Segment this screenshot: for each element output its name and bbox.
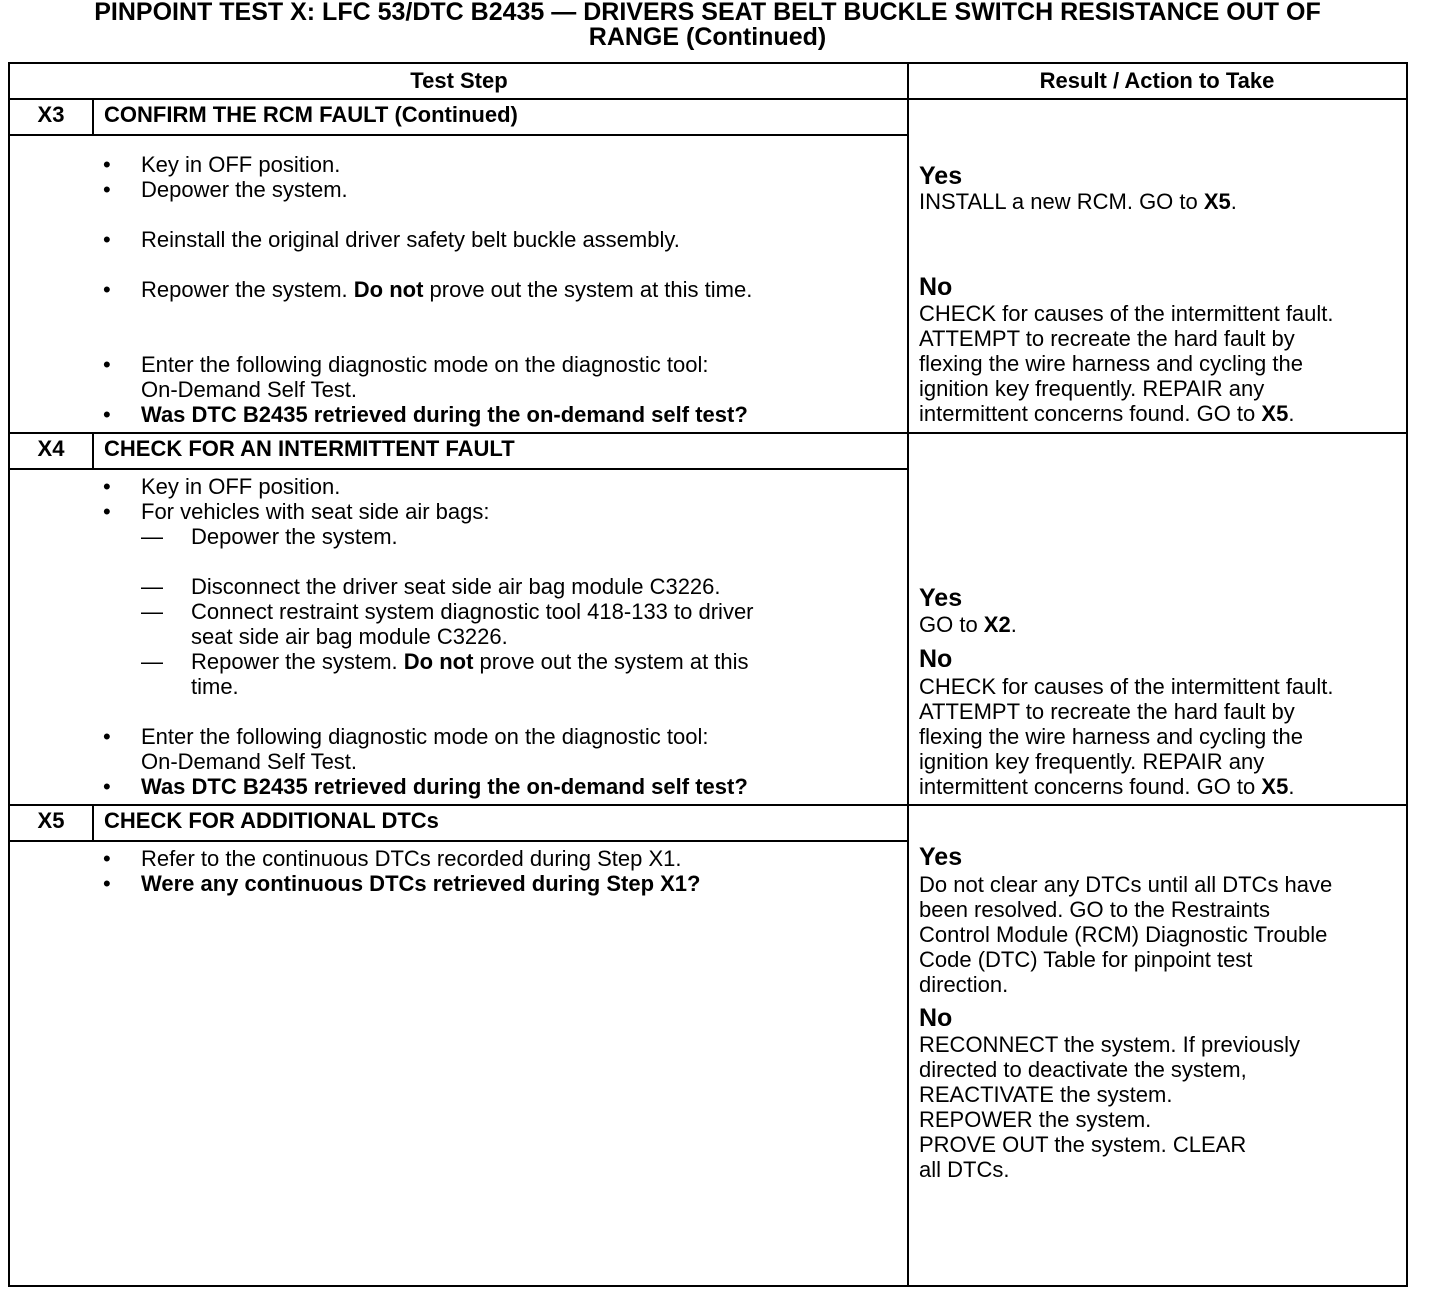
result-action-text — [919, 774, 1294, 799]
text-run: time. — [191, 674, 239, 699]
bullet-marker: • — [103, 724, 111, 749]
text-run: PROVE OUT the system. CLEAR — [919, 1132, 1247, 1157]
bold-text-run: Were any continuous DTCs retrieved during Step X1? — [141, 871, 701, 896]
step-title-divider — [10, 134, 908, 136]
text-run: . — [1288, 401, 1295, 426]
step-instruction — [141, 871, 700, 896]
step-title: CHECK FOR ADDITIONAL DTCs — [104, 808, 439, 833]
result-action-text — [919, 1132, 1246, 1157]
text-run: seat side air bag module C3226. — [191, 624, 508, 649]
column-divider — [907, 64, 909, 1285]
result-yes-heading: Yes — [919, 162, 963, 190]
step-instruction — [141, 499, 490, 524]
result-no-heading: No — [919, 273, 953, 301]
result-action-text — [919, 612, 1017, 637]
text-run: On-Demand Self Test. — [141, 377, 358, 402]
step-id-divider — [92, 98, 94, 134]
result-action-text — [919, 1082, 1172, 1107]
text-run: all DTCs. — [919, 1157, 1010, 1182]
result-action-text — [919, 972, 1008, 997]
step-instruction — [141, 377, 357, 402]
bullet-marker: • — [103, 499, 111, 524]
text-run: Enter the following diagnostic mode on the diagnostic tool: — [141, 724, 709, 749]
result-action-text — [919, 897, 1270, 922]
text-run: . — [1288, 774, 1295, 799]
text-run: Do not clear any DTCs until all DTCs have — [919, 872, 1333, 897]
text-run: Key in OFF position. — [141, 152, 341, 177]
text-run: flexing the wire harness and cycling the — [919, 724, 1303, 749]
step-id-divider — [92, 804, 94, 840]
text-run: CHECK for causes of the intermittent fault. — [919, 674, 1334, 699]
text-run: ignition key frequently. REPAIR any — [919, 376, 1265, 401]
dash-marker: — — [141, 574, 163, 599]
header-test-step: Test Step — [410, 68, 508, 93]
result-yes-heading: Yes — [919, 843, 963, 871]
step-instruction — [141, 177, 348, 202]
text-run: CHECK for causes of the intermittent fault. — [919, 301, 1334, 326]
bold-text-run: Was DTC B2435 retrieved during the on-demand self test? — [141, 402, 748, 427]
text-run: Repower the system. — [141, 277, 354, 302]
result-action-text — [919, 749, 1264, 774]
step-title-divider — [10, 468, 908, 470]
bullet-marker: • — [103, 774, 111, 799]
text-run: Reinstall the original driver safety belt buckle assembly. — [141, 227, 680, 252]
text-run: INSTALL a new RCM. GO to — [919, 189, 1204, 214]
result-no-heading: No — [919, 1004, 953, 1032]
result-action-text — [919, 376, 1264, 401]
text-run: RECONNECT the system. If previously — [919, 1032, 1301, 1057]
sub-step-text — [191, 649, 749, 674]
step-instruction — [141, 846, 682, 871]
result-action-text — [919, 1032, 1300, 1057]
bullet-marker: • — [103, 152, 111, 177]
text-run: ignition key frequently. REPAIR any — [919, 749, 1265, 774]
text-run: directed to deactivate the system, — [919, 1057, 1247, 1082]
bold-text-run: Do not — [353, 277, 424, 302]
title-line-1: PINPOINT TEST X: LFC 53/DTC B2435 — DRIVERS SEAT BELT BUCKLE SWITCH RESISTANCE OUT OF — [94, 0, 1321, 26]
step-instruction — [141, 749, 357, 774]
text-run: . — [1010, 612, 1017, 637]
header-result-action: Result / Action to Take — [1039, 68, 1275, 93]
result-action-text — [919, 326, 1295, 351]
text-run: Enter the following diagnostic mode on the diagnostic tool: — [141, 352, 709, 377]
text-run: ATTEMPT to recreate the hard fault by — [919, 326, 1295, 351]
bullet-marker: • — [103, 871, 111, 896]
result-action-text — [919, 1057, 1247, 1082]
text-run: flexing the wire harness and cycling the — [919, 351, 1303, 376]
dash-marker: — — [141, 649, 163, 674]
step-instruction — [141, 774, 748, 799]
bold-text-run: X5 — [1261, 401, 1289, 426]
result-action-text — [919, 351, 1303, 376]
step-instruction — [141, 352, 708, 377]
result-action-text — [919, 724, 1303, 749]
result-no-heading: No — [919, 645, 953, 673]
sub-step-text — [191, 624, 508, 649]
step-instruction — [141, 227, 680, 252]
sub-step-text — [191, 599, 754, 624]
page-title — [0, 0, 1415, 50]
dash-marker: — — [141, 599, 163, 624]
sub-step-text — [191, 674, 239, 699]
title-line-2: RANGE (Continued) — [588, 23, 827, 51]
step-id-divider — [92, 432, 94, 468]
result-action-text — [919, 922, 1327, 947]
result-action-text — [919, 189, 1237, 214]
text-run: Connect restraint system diagnostic tool 418-133 to driver — [191, 599, 754, 624]
text-run: Depower the system. — [141, 177, 348, 202]
text-run: REPOWER the system. — [919, 1107, 1152, 1132]
step-instruction — [141, 152, 340, 177]
bold-text-run: Was DTC B2435 retrieved during the on-demand self test? — [141, 774, 748, 799]
text-run: For vehicles with seat side air bags: — [141, 499, 490, 524]
bullet-marker: • — [103, 474, 111, 499]
text-run: Code (DTC) Table for pinpoint test — [919, 947, 1253, 972]
bullet-marker: • — [103, 846, 111, 871]
step-id: X4 — [37, 436, 65, 461]
bold-text-run: X2 — [983, 612, 1011, 637]
sub-step-text — [191, 524, 398, 549]
text-run: Control Module (RCM) Diagnostic Trouble — [919, 922, 1328, 947]
result-action-text — [919, 401, 1294, 426]
bold-text-run: X5 — [1261, 774, 1289, 799]
step-title: CONFIRM THE RCM FAULT (Continued) — [104, 102, 518, 127]
text-run: been resolved. GO to the Restraints — [919, 897, 1270, 922]
result-action-text — [919, 872, 1332, 897]
bold-text-run: X5 — [1203, 189, 1231, 214]
result-action-text — [919, 947, 1252, 972]
text-run: Key in OFF position. — [141, 474, 341, 499]
result-action-text — [919, 301, 1334, 326]
text-run: intermittent concerns found. GO to — [919, 401, 1262, 426]
pinpoint-test-table — [8, 62, 1408, 1287]
bullet-marker: • — [103, 402, 111, 427]
text-run: Depower the system. — [191, 524, 398, 549]
text-run: Repower the system. — [191, 649, 404, 674]
text-run: Disconnect the driver seat side air bag module C3226. — [191, 574, 721, 599]
text-run: ATTEMPT to recreate the hard fault by — [919, 699, 1295, 724]
bullet-marker: • — [103, 277, 111, 302]
text-run: On-Demand Self Test. — [141, 749, 358, 774]
step-instruction — [141, 402, 748, 427]
text-run: prove out the system at this time. — [423, 277, 753, 302]
step-id: X5 — [37, 808, 65, 833]
text-run: intermittent concerns found. GO to — [919, 774, 1262, 799]
text-run: . — [1230, 189, 1237, 214]
result-yes-heading: Yes — [919, 584, 963, 612]
result-action-text — [919, 674, 1334, 699]
result-action-text — [919, 1107, 1151, 1132]
step-instruction — [141, 474, 340, 499]
step-id: X3 — [37, 102, 65, 127]
dash-marker: — — [141, 524, 163, 549]
text-run: Refer to the continuous DTCs recorded during Step X1. — [141, 846, 682, 871]
step-title-divider — [10, 840, 908, 842]
text-run: direction. — [919, 972, 1009, 997]
text-run: REACTIVATE the system. — [919, 1082, 1173, 1107]
sub-step-text — [191, 574, 721, 599]
step-instruction — [141, 277, 752, 302]
step-instruction — [141, 724, 708, 749]
text-run: prove out the system at this — [473, 649, 749, 674]
bold-text-run: Do not — [403, 649, 474, 674]
bullet-marker: • — [103, 227, 111, 252]
step-title: CHECK FOR AN INTERMITTENT FAULT — [104, 436, 515, 461]
bullet-marker: • — [103, 177, 111, 202]
result-action-text — [919, 1157, 1009, 1182]
text-run: GO to — [919, 612, 984, 637]
bullet-marker: • — [103, 352, 111, 377]
result-action-text — [919, 699, 1295, 724]
